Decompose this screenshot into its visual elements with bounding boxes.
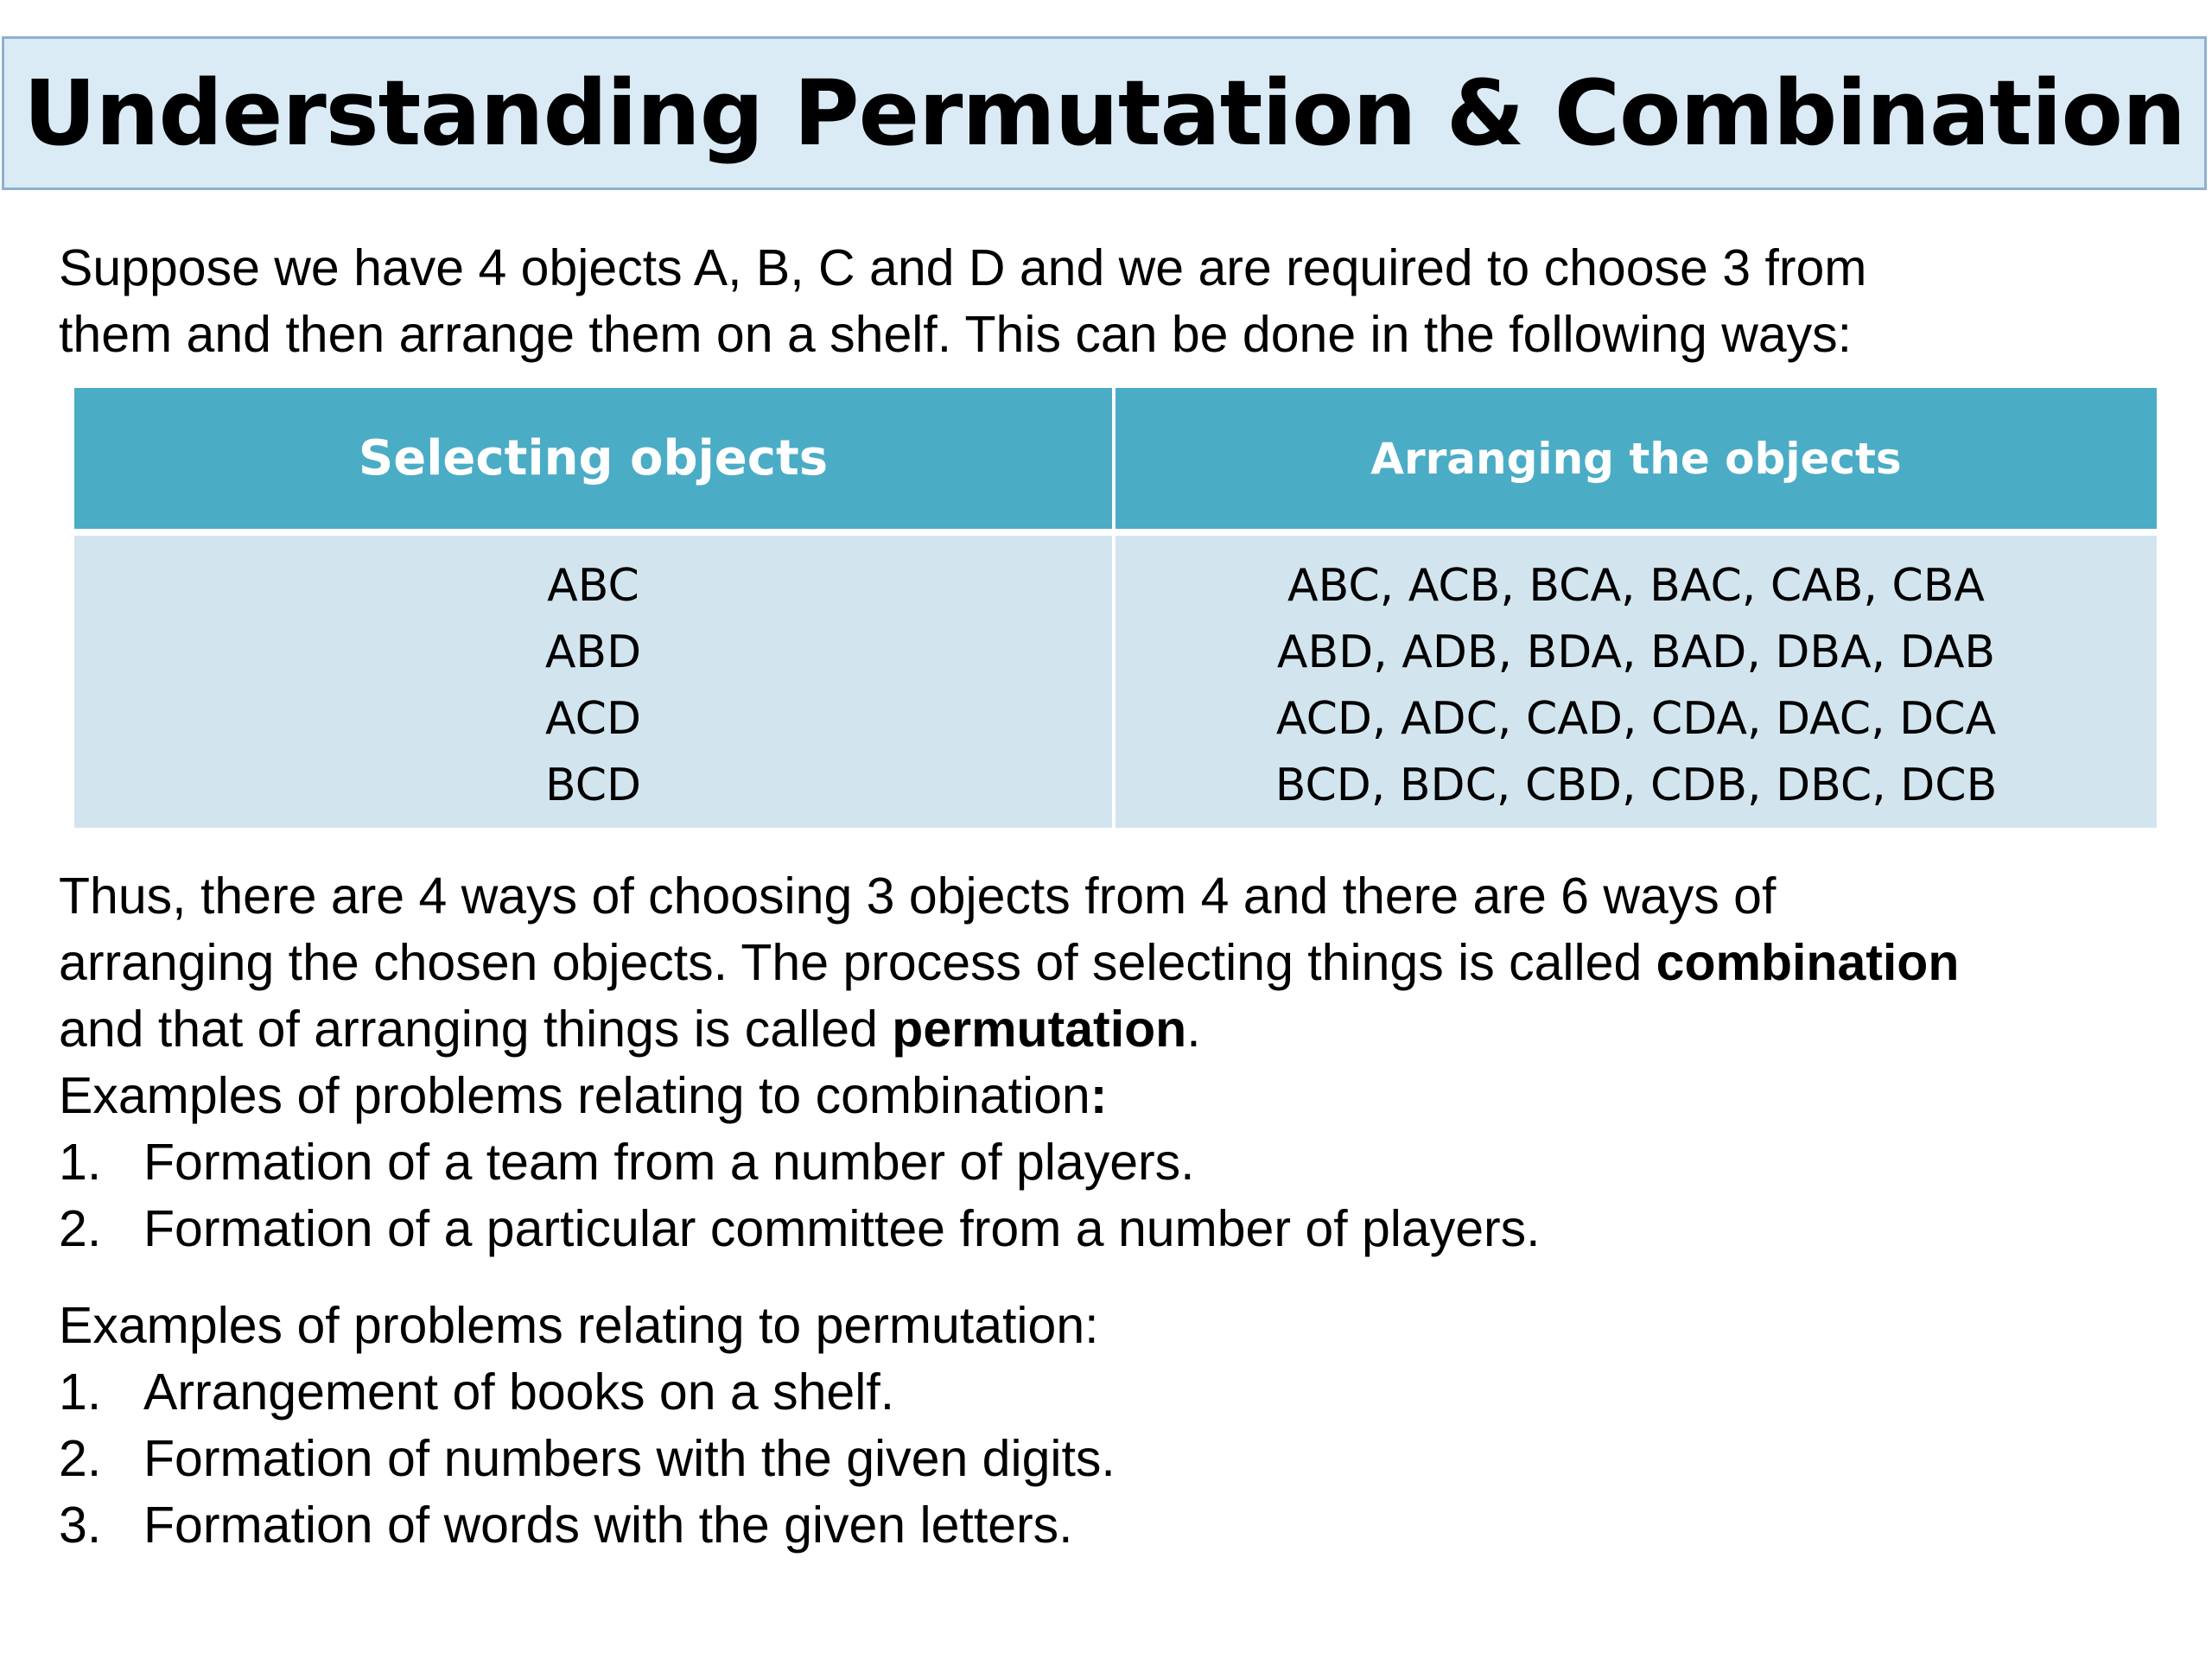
- permutation-examples-block: [59, 1293, 2167, 1559]
- table-row: [74, 532, 2157, 828]
- selection-item: ABC: [547, 560, 639, 612]
- term-permutation: permutation: [892, 1001, 1187, 1058]
- summary-line-2-text: arranging the chosen objects. The process of selecting things is called: [59, 934, 1656, 991]
- list-number: 3.: [59, 1497, 102, 1554]
- slide-title: Understanding Permutation & Combination: [23, 60, 2185, 166]
- arrangement-item: ABD, ADB, BDA, BAD, DBA, DAB: [1276, 626, 1996, 678]
- summary-line-3: [59, 996, 2167, 1063]
- selection-item: ACD: [544, 693, 641, 745]
- summary-line-3-end: .: [1186, 1001, 1201, 1058]
- header-arranging-objects: Arranging the objects: [1114, 388, 2157, 532]
- summary-block: [59, 863, 2167, 1262]
- list-item: [59, 1426, 2167, 1492]
- permutation-examples-list: [59, 1359, 2167, 1559]
- list-item: [59, 1196, 2167, 1262]
- list-text: Formation of a team from a number of players.: [143, 1134, 1195, 1191]
- arrangement-item: ACD, ADC, CAD, CDA, DAC, DCA: [1275, 693, 1997, 745]
- summary-line-3-text: and that of arranging things is called: [59, 1001, 893, 1058]
- list-text: Arrangement of books on a shelf.: [143, 1363, 895, 1421]
- title-bar: [2, 36, 2207, 190]
- permutation-examples-heading: Examples of problems relating to permutation:: [59, 1297, 1099, 1354]
- list-number: 2.: [59, 1200, 102, 1257]
- objects-table: [74, 388, 2157, 828]
- arrangement-item: ABC, ACB, BCA, BAC, CAB, CBA: [1287, 560, 1985, 612]
- list-number: 1.: [59, 1134, 102, 1191]
- summary-line-2: [59, 930, 2167, 996]
- list-text: Formation of numbers with the given digits.: [143, 1430, 1116, 1487]
- combination-heading-text: Examples of problems relating to combination: [59, 1067, 1090, 1124]
- list-item: [59, 1359, 2167, 1426]
- list-item: [59, 1129, 2167, 1196]
- list-number: 2.: [59, 1430, 102, 1487]
- combination-heading-colon: :: [1090, 1067, 1108, 1124]
- summary-line-1: Thus, there are 4 ways of choosing 3 objects from 4 and there are 6 ways of: [59, 868, 1777, 925]
- selection-item: ABD: [544, 626, 642, 678]
- intro-paragraph: [59, 235, 2167, 368]
- header-selecting-objects: Selecting objects: [74, 388, 1114, 532]
- arrangements-cell: [1114, 532, 2157, 828]
- list-number: 1.: [59, 1363, 102, 1421]
- combination-examples-heading: [59, 1063, 2167, 1129]
- table-header-row: [74, 388, 2157, 532]
- intro-line-2: them and then arrange them on a shelf. This can be done in the following ways:: [59, 306, 1853, 363]
- list-text: Formation of words with the given letters.: [143, 1497, 1073, 1554]
- list-text: Formation of a particular committee from a number of players.: [143, 1200, 1541, 1257]
- intro-line-1: Suppose we have 4 objects A, B, C and D and we are required to choose 3 from: [59, 239, 1867, 296]
- selection-item: BCD: [544, 760, 642, 811]
- combination-examples-list: [59, 1129, 2167, 1262]
- list-item: [59, 1492, 2167, 1559]
- selections-cell: [74, 532, 1114, 828]
- term-combination: combination: [1656, 934, 1960, 991]
- arrangement-item: BCD, BDC, CBD, CDB, DBC, DCB: [1274, 760, 1998, 811]
